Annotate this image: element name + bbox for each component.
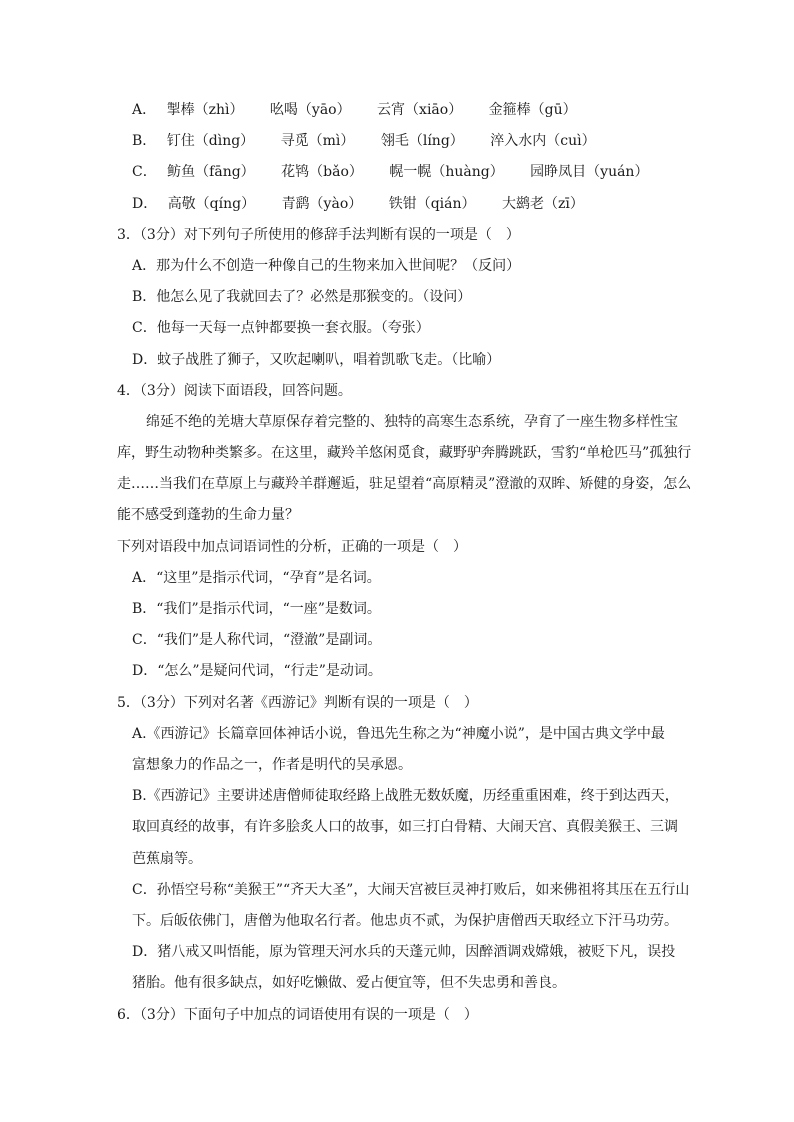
q5-stem: 5．（3分）下列对名著《西游记》判断有误的一项是（ ） bbox=[117, 695, 478, 711]
option-label: D． bbox=[132, 196, 158, 212]
q2-option-b bbox=[132, 131, 618, 151]
q4-stem: 4．（3分）阅读下面语段，回答问题。 bbox=[117, 383, 352, 399]
option-label: B． bbox=[132, 133, 157, 149]
word-item: 掣棒（zhì） bbox=[166, 102, 244, 118]
q4-passage-line: 库，野生动物种类繁多。在这里，藏羚羊悠闲觅食，藏野驴奔腾跳跃，雪豹“单枪匹马”孤独行 bbox=[117, 445, 692, 461]
q5-option-a-line: 富想象力的作品之一，作者是明代的吴承恩。 bbox=[132, 757, 412, 773]
q3-option-a: A．那为什么不创造一种像自己的生物来加入世间呢？（反问） bbox=[132, 258, 521, 274]
word-item: 幌一幌（huàng） bbox=[389, 164, 504, 180]
q6-stem: 6．（3分）下面句子中加点的词语使用有误的一项是（ ） bbox=[117, 1007, 478, 1023]
q5-option-a-line: A.《西游记》长篇章回体神话小说，鲁迅先生称之为“神魔小说”，是中国古典文学中最 bbox=[132, 726, 665, 742]
q4-option-b: B．“我们”是指示代词，“一座”是数词。 bbox=[132, 601, 381, 617]
q3-option-c: C．他每一天每一点钟都要换一套衣服。（夸张） bbox=[132, 320, 430, 336]
q4-option-a: A．“这里”是指示代词，“孕育”是名词。 bbox=[132, 570, 381, 586]
q4-question: 下列对语段中加点词语词性的分析，正确的一项是（ ） bbox=[117, 539, 467, 555]
word-item: 淬入水内（cuì） bbox=[490, 133, 596, 149]
word-item: 云宵（xiāo） bbox=[377, 102, 463, 118]
q4-option-c: C．“我们”是人称代词，“澄澈”是副词。 bbox=[132, 632, 382, 648]
q2-option-a bbox=[132, 100, 599, 120]
q2-option-d bbox=[132, 194, 606, 214]
q3-option-d: D．蚊子战胜了狮子，又吹起喇叭，唱着凯歌飞走。（比喻） bbox=[132, 352, 501, 368]
option-label: A． bbox=[132, 102, 157, 118]
q5-option-c-line: C．孙悟空号称“美猴王”“齐天大圣”，大闹天宫被巨灵神打败后，如来佛祖将其压在五行山 bbox=[132, 882, 690, 898]
word-item: 高敬（qíng） bbox=[167, 196, 256, 212]
word-item: 钉住（dìng） bbox=[166, 133, 255, 149]
q5-option-b-line: B.《西游记》主要讲述唐僧师徒取经路上战胜无数妖魔，历经重重困难，终于到达西天， bbox=[132, 788, 679, 804]
option-label: C． bbox=[132, 164, 157, 180]
word-item: 园睁凤目（yuán） bbox=[530, 164, 649, 180]
word-item: 鲂鱼（fāng） bbox=[167, 164, 255, 180]
q5-option-b-line: 芭蕉扇等。 bbox=[132, 851, 202, 867]
q4-passage-line: 绵延不绝的羌塘大草原保存着完整的、独特的高寒生态系统，孕育了一座生物多样性宝 bbox=[146, 414, 678, 430]
word-item: 大鹚老（zī） bbox=[501, 196, 584, 212]
q3-stem: 3．（3分）对下列句子所使用的修辞手法判断有误的一项是（ ） bbox=[117, 227, 520, 243]
word-item: 翎毛（líng） bbox=[380, 133, 464, 149]
word-item: 吆喝（yāo） bbox=[269, 102, 351, 118]
word-item: 金箍棒（gū） bbox=[488, 102, 577, 118]
q2-option-c bbox=[132, 162, 670, 182]
word-item: 青鹞（yào） bbox=[281, 196, 363, 212]
word-item: 寻觅（mì） bbox=[280, 133, 355, 149]
q4-passage-line: 走……当我们在草原上与藏羚羊群邂逅，驻足望着“高原精灵”澄澈的双眸、矫健的身姿，怎么 bbox=[117, 476, 692, 492]
q5-option-d-line: D．猪八戒又叫悟能，原为管理天河水兵的天蓬元帅，因醉酒调戏嫦娥，被贬下凡，误投 bbox=[132, 944, 676, 960]
word-item: 铁钳（qián） bbox=[388, 196, 476, 212]
q5-option-c-line: 下。后皈依佛门，唐僧为他取名行者。他忠贞不贰，为保护唐僧西天取经立下汗马功劳。 bbox=[132, 913, 678, 929]
q3-option-b: B．他怎么见了我就回去了？必然是那猴变的。（设问） bbox=[132, 289, 472, 305]
q5-option-d-line: 猪胎。他有很多缺点，如好吃懒做、爱占便宜等，但不失忠勇和善良。 bbox=[132, 975, 566, 991]
word-item: 花鸨（bǎo） bbox=[281, 164, 363, 180]
q5-option-b-line: 取回真经的故事，有许多脍炙人口的故事，如三打白骨精、大闹天宫、真假美猴王、三调 bbox=[132, 819, 678, 835]
q4-passage-line: 能不感受到蓬勃的生命力量？ bbox=[117, 507, 299, 523]
q4-option-d: D．“怎么”是疑问代词，“行走”是动词。 bbox=[132, 663, 382, 679]
